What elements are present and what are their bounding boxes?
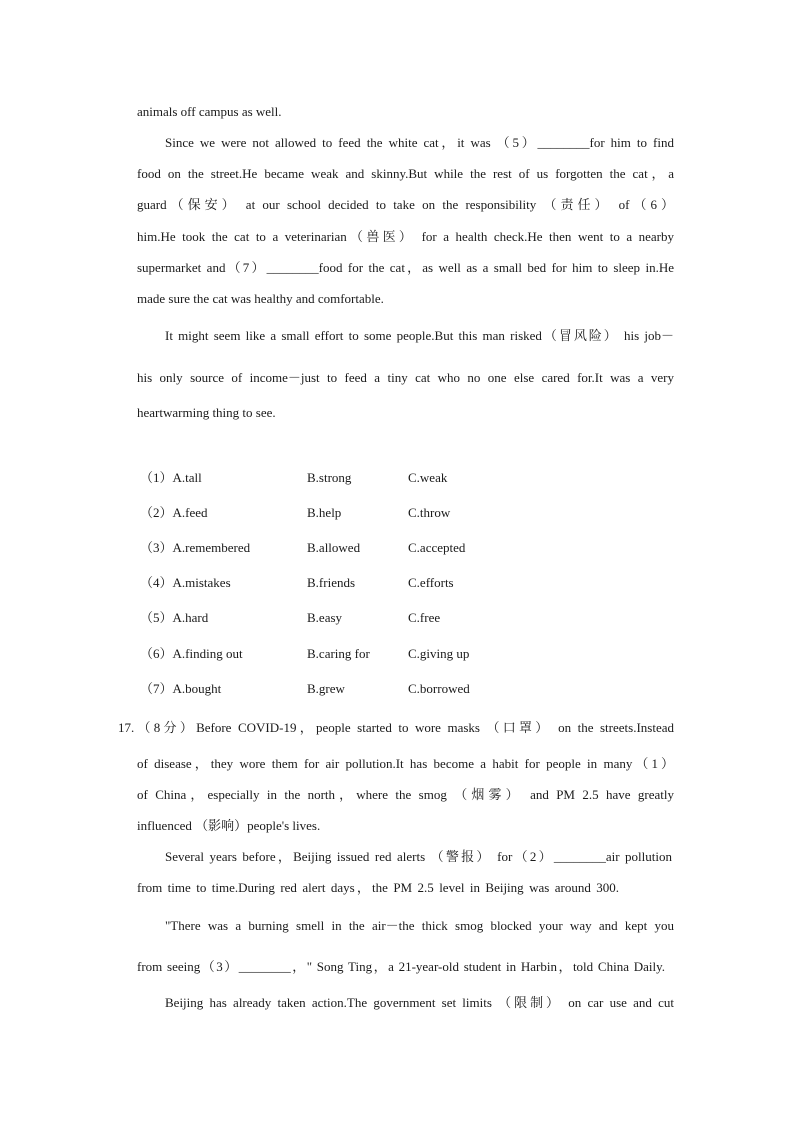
question-line: influenced （影响）people's lives. — [137, 818, 321, 833]
option-c: C.free — [408, 610, 441, 625]
option-a: （7）A.bought — [140, 681, 222, 696]
option-c: C.efforts — [408, 575, 454, 590]
passage-line: his only source of income－just to feed a tiny cat who no one else cared for.It was a very — [137, 370, 674, 385]
question-line: Beijing has already taken action.The government set limits （限制） on car use and cut — [165, 995, 674, 1010]
option-b: B.grew — [307, 681, 345, 696]
question-line: Several years before，Beijing issued red alerts （警报） for（2）________air pollution — [165, 849, 672, 864]
option-c: C.weak — [408, 470, 448, 485]
passage-line: It might seem like a small effort to some people.But this man risked（冒风险） his job－ — [165, 328, 674, 343]
option-b: B.strong — [307, 470, 352, 485]
option-c: C.accepted — [408, 540, 466, 555]
question-line: of China，especially in the north，where the smog （烟雾） and PM 2.5 have greatly — [137, 787, 674, 802]
passage-line: Since we were not allowed to feed the white cat，it was （5）________for him to find — [165, 135, 674, 150]
question-line: 17.（8分）Before COVID-19，people started to wore masks （口罩） on the streets.Instead — [118, 720, 674, 735]
passage-line: supermarket and（7）________food for the cat，as well as a small bed for him to sleep in.He — [137, 260, 674, 275]
passage-line: heartwarming thing to see. — [137, 405, 276, 420]
option-b: B.allowed — [307, 540, 361, 555]
option-b: B.friends — [307, 575, 356, 590]
passage-line: animals off campus as well. — [137, 104, 282, 119]
question-line: from seeing（3）________，" Song Ting，a 21-year-old student in Harbin，told China Daily. — [137, 959, 665, 974]
option-a: （5）A.hard — [140, 610, 209, 625]
option-a: （1）A.tall — [140, 470, 202, 485]
option-b: B.easy — [307, 610, 343, 625]
passage-line: him.He took the cat to a veterinarian（兽医） for a health check.He then went to a nearby — [137, 229, 674, 244]
option-a: （6）A.finding out — [140, 646, 243, 661]
option-c: C.giving up — [408, 646, 470, 661]
passage-line: food on the street.He became weak and skinny.But while the rest of us forgotten the cat，a — [137, 166, 674, 181]
option-a: （3）A.remembered — [140, 540, 251, 555]
question-line: of disease，they wore them for air pollution.It has become a habit for people in many（1） — [137, 756, 674, 771]
option-b: B.help — [307, 505, 342, 520]
option-b: B.caring for — [307, 646, 370, 661]
option-a: （2）A.feed — [140, 505, 208, 520]
option-c: C.borrowed — [408, 681, 470, 696]
question-line: from time to time.During red alert days，the PM 2.5 level in Beijing was around 300. — [137, 880, 619, 895]
passage-line: made sure the cat was healthy and comfortable. — [137, 291, 384, 306]
option-a: （4）A.mistakes — [140, 575, 231, 590]
question-line: "There was a burning smell in the air－the thick smog blocked your way and kept you — [165, 918, 674, 933]
passage-line: guard（保安） at our school decided to take on the responsibility （责任） of（6） — [137, 197, 674, 212]
option-c: C.throw — [408, 505, 451, 520]
